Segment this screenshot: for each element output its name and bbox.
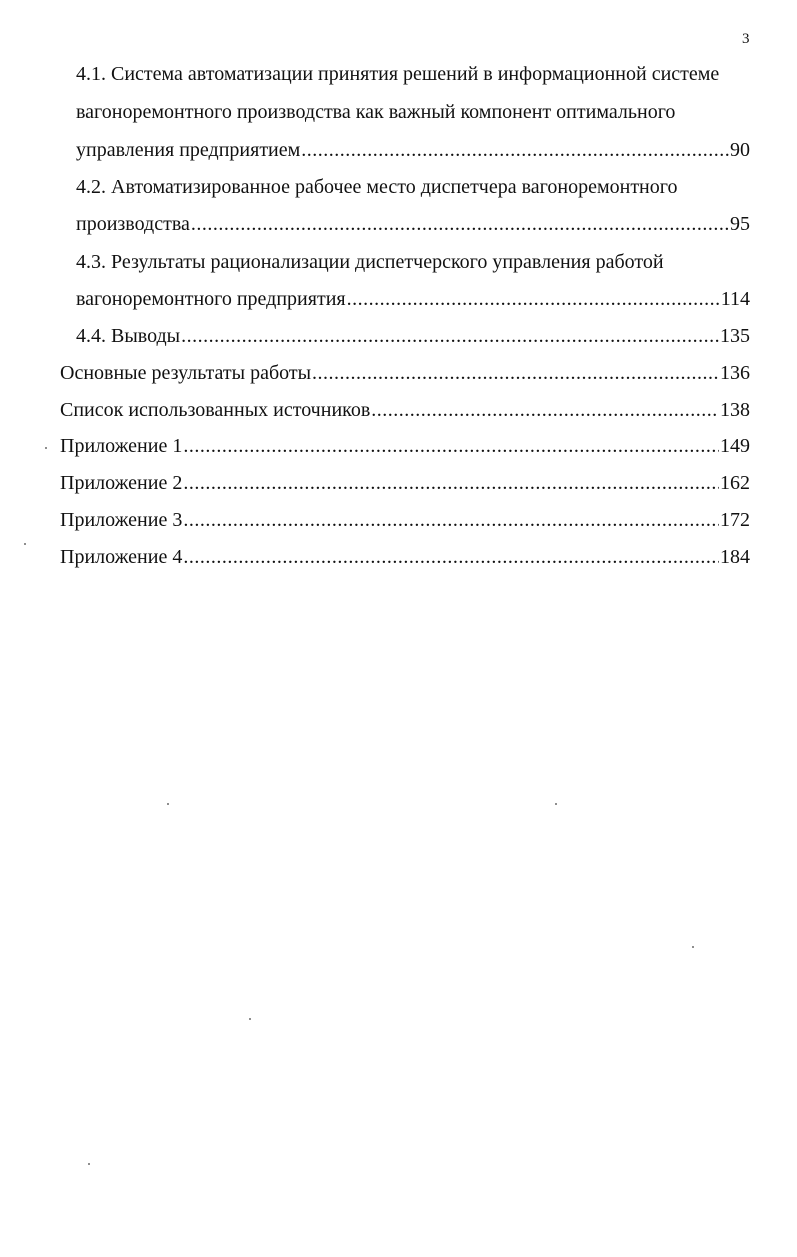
toc-entry-4-1-line-1: 4.1. Система автоматизации принятия решений в информационной системе — [76, 63, 720, 85]
scan-speck — [249, 1018, 251, 1020]
dot-leader — [183, 465, 719, 502]
dot-leader — [347, 281, 720, 318]
toc-entry-label: Основные результаты работы — [60, 362, 312, 384]
toc-entry-4-2[interactable] — [76, 206, 750, 243]
scan-speck — [692, 946, 694, 948]
toc-page-number: 149 — [720, 435, 750, 457]
toc-page-number: 184 — [720, 546, 750, 568]
dot-leader — [301, 132, 729, 169]
toc-page-number: 95 — [730, 213, 750, 235]
toc-entry-label: Приложение 1 — [60, 435, 183, 457]
toc-page-number: 90 — [730, 139, 750, 161]
toc-page-number: 138 — [720, 399, 750, 421]
dot-leader — [181, 318, 719, 355]
toc-entry-4-2-line-1: 4.2. Автоматизированное рабочее место диспетчера вагоноремонтного — [76, 176, 678, 198]
toc-entry-4-2-line-2: производства — [76, 213, 190, 235]
dot-leader — [312, 355, 719, 392]
toc-page-number: 172 — [720, 509, 750, 531]
toc-entry-appendix-2[interactable] — [60, 465, 750, 502]
scan-speck — [167, 803, 169, 805]
toc-page-number: 136 — [720, 362, 750, 384]
dot-leader — [371, 392, 719, 429]
toc-entry-results[interactable] — [60, 355, 750, 392]
toc-entry-4-1-line-2: вагоноремонтного производства как важный компонент оптимального — [76, 101, 676, 123]
toc-entry-4-1[interactable] — [76, 132, 750, 169]
toc-entry-label: Приложение 4 — [60, 546, 183, 568]
scan-speck — [24, 543, 26, 545]
dot-leader — [191, 206, 729, 243]
toc-page-number: 162 — [720, 472, 750, 494]
toc-entry-appendix-1[interactable] — [60, 428, 750, 465]
scan-speck — [555, 803, 557, 805]
dot-leader — [183, 539, 719, 576]
scan-speck — [45, 447, 47, 449]
toc-entry-4-3-line-1: 4.3. Результаты рационализации диспетчерского управления работой — [76, 251, 664, 273]
toc-entry-label: Приложение 3 — [60, 509, 183, 531]
toc-entry-4-4[interactable] — [76, 318, 750, 355]
toc-page-number: 114 — [720, 288, 750, 310]
toc-entry-4-3-line-2: вагоноремонтного предприятия — [76, 288, 346, 310]
toc-entry-sources[interactable] — [60, 392, 750, 429]
toc-page-number: 135 — [720, 325, 750, 347]
toc-entry-label: Список использованных источников — [60, 399, 371, 421]
page-number: 3 — [742, 31, 750, 47]
scan-speck — [88, 1163, 90, 1165]
toc-entry-4-3[interactable] — [76, 281, 750, 318]
toc-entry-label: 4.4. Выводы — [76, 325, 181, 347]
toc-entry-appendix-4[interactable] — [60, 539, 750, 576]
toc-entry-4-1-line-3: управления предприятием — [76, 139, 301, 161]
toc-entry-appendix-3[interactable] — [60, 502, 750, 539]
dot-leader — [183, 502, 719, 539]
dot-leader — [183, 428, 719, 465]
toc-entry-label: Приложение 2 — [60, 472, 183, 494]
